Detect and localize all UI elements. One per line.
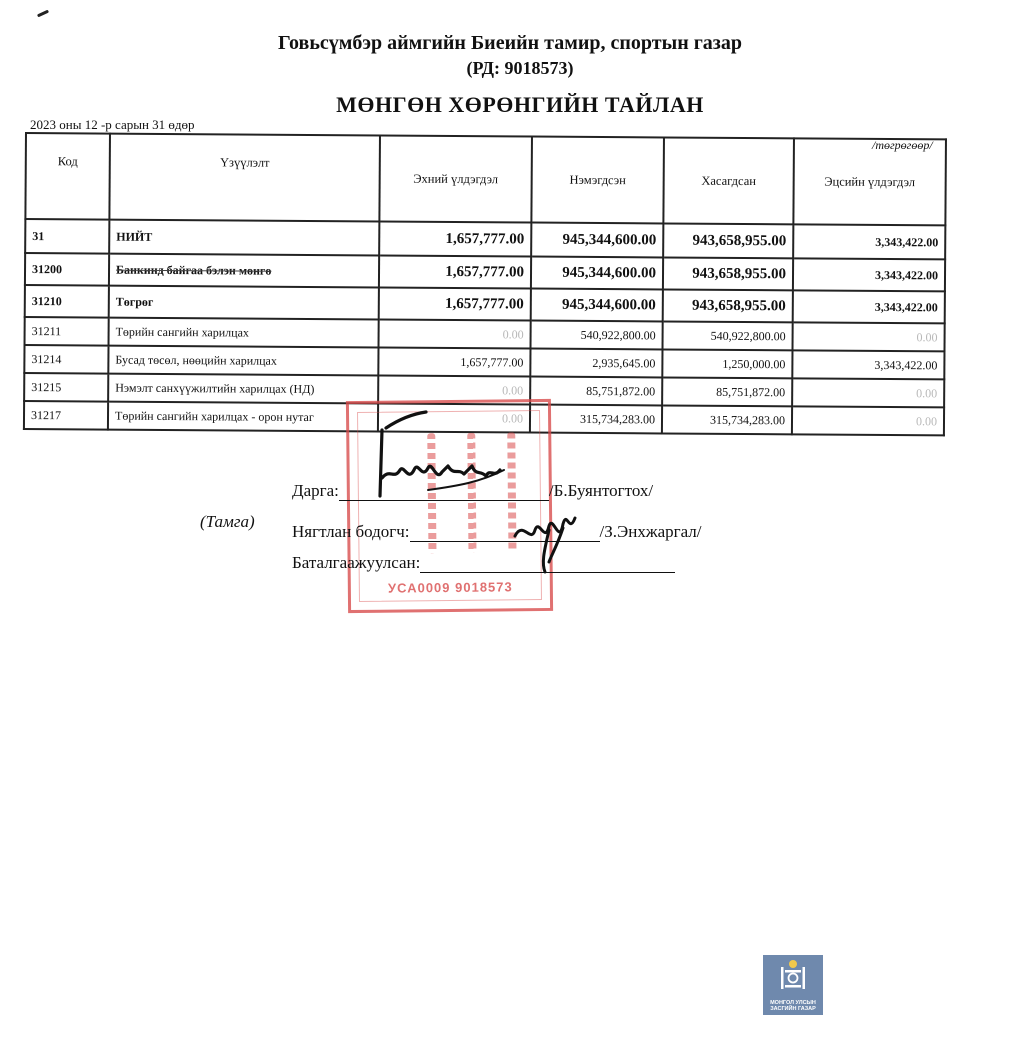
row-code: 31	[25, 219, 109, 254]
row-added: 85,751,872.00	[530, 377, 662, 406]
column-header-closing: Эцсийн үлдэгдэл	[793, 138, 946, 225]
row-deducted: 1,250,000.00	[662, 349, 792, 378]
report-table-wrapper	[23, 132, 945, 436]
row-closing: 3,343,422.00	[793, 224, 945, 259]
row-code: 31200	[25, 253, 109, 286]
row-name: Төгрөг	[109, 286, 379, 320]
stamp-code: УСА0009 9018573	[387, 579, 513, 596]
row-closing: 3,343,422.00	[793, 258, 945, 291]
row-name: НИЙТ	[109, 220, 379, 256]
accountant-label: Нягтлан бодогч:	[292, 522, 410, 541]
director-label: Дарга:	[292, 481, 339, 500]
row-opening: 1,657,777.00	[379, 221, 531, 256]
row-added: 945,344,600.00	[531, 223, 663, 258]
report-title: МӨНГӨН ХӨРӨНГИЙН ТАЙЛАН	[336, 92, 704, 117]
column-header-indicator: Үзүүлэлт	[109, 134, 380, 222]
scan-mark	[37, 10, 49, 18]
row-opening: 0.00	[379, 319, 531, 348]
row-closing: 0.00	[792, 378, 944, 407]
director-handwritten-signature	[368, 408, 518, 503]
row-name: Төрийн сангийн харилцах - орон нутаг	[108, 402, 378, 432]
row-code: 31211	[25, 317, 109, 346]
logo-text: МОНГОЛ УЛСЫН ЗАСГИЙН ГАЗАР	[770, 1000, 816, 1012]
row-closing: 3,343,422.00	[792, 350, 944, 379]
row-code: 31217	[24, 401, 108, 430]
row-name: Банкинд байгаа бэлэн мөнгө	[109, 254, 379, 288]
column-header-deducted: Хасагдсан	[663, 137, 794, 224]
cash-report-table	[23, 132, 947, 436]
column-header-code: Код	[25, 133, 110, 220]
director-name: /Б.Буянтогтох/	[548, 481, 654, 500]
row-opening: 1,657,777.00	[378, 347, 530, 376]
row-deducted: 943,658,955.00	[663, 289, 793, 322]
row-closing: 0.00	[792, 406, 944, 435]
accountant-signature-line	[292, 522, 702, 542]
accountant-name: /З.Энхжаргал/	[599, 522, 702, 541]
organization-name: Говьсүмбэр аймгийн Биеийн тамир, спортын газар	[278, 32, 742, 54]
soyombo-icon	[763, 955, 823, 995]
row-closing: 3,343,422.00	[793, 290, 945, 323]
row-opening: 0.00	[378, 403, 530, 432]
row-deducted: 315,734,283.00	[662, 405, 792, 434]
row-name: Нэмэлт санхүүжилтийн харилцах (НД)	[108, 374, 378, 404]
report-date: 2023 оны 12 -р сарын 31 өдөр	[30, 117, 195, 132]
row-opening: 1,657,777.00	[379, 255, 531, 288]
row-name: Бусад төсөл, нөөцийн харилцах	[108, 346, 378, 376]
row-opening: 0.00	[378, 375, 530, 404]
column-header-opening: Эхний үлдэгдэл	[379, 135, 532, 222]
row-opening: 1,657,777.00	[379, 287, 531, 320]
row-deducted: 540,922,800.00	[662, 321, 792, 350]
row-added: 2,935,645.00	[530, 349, 662, 378]
government-logo	[763, 955, 823, 1015]
row-deducted: 85,751,872.00	[662, 377, 792, 406]
verified-label: Баталгаажуулсан:	[292, 553, 421, 572]
currency-note: /төгрөгөөр/	[872, 138, 933, 152]
row-code: 31215	[24, 373, 108, 402]
row-added: 540,922,800.00	[531, 321, 663, 350]
row-code: 31214	[24, 345, 108, 374]
row-closing: 0.00	[792, 322, 944, 351]
seal-label: (Тамга)	[200, 512, 255, 531]
verified-signature-line	[292, 550, 675, 573]
row-added: 945,344,600.00	[531, 257, 663, 290]
column-header-added: Нэмэгдсэн	[531, 137, 664, 224]
row-added: 945,344,600.00	[531, 289, 663, 322]
row-deducted: 943,658,955.00	[663, 257, 793, 290]
row-deducted: 943,658,955.00	[663, 223, 793, 258]
row-name: Төрийн сангийн харилцах	[109, 318, 379, 348]
registration-number: (РД: 9018573)	[466, 58, 574, 78]
row-added: 315,734,283.00	[530, 405, 662, 434]
table-header-row	[25, 133, 946, 225]
row-code: 31210	[25, 285, 109, 318]
accountant-handwritten-signature	[505, 500, 585, 575]
